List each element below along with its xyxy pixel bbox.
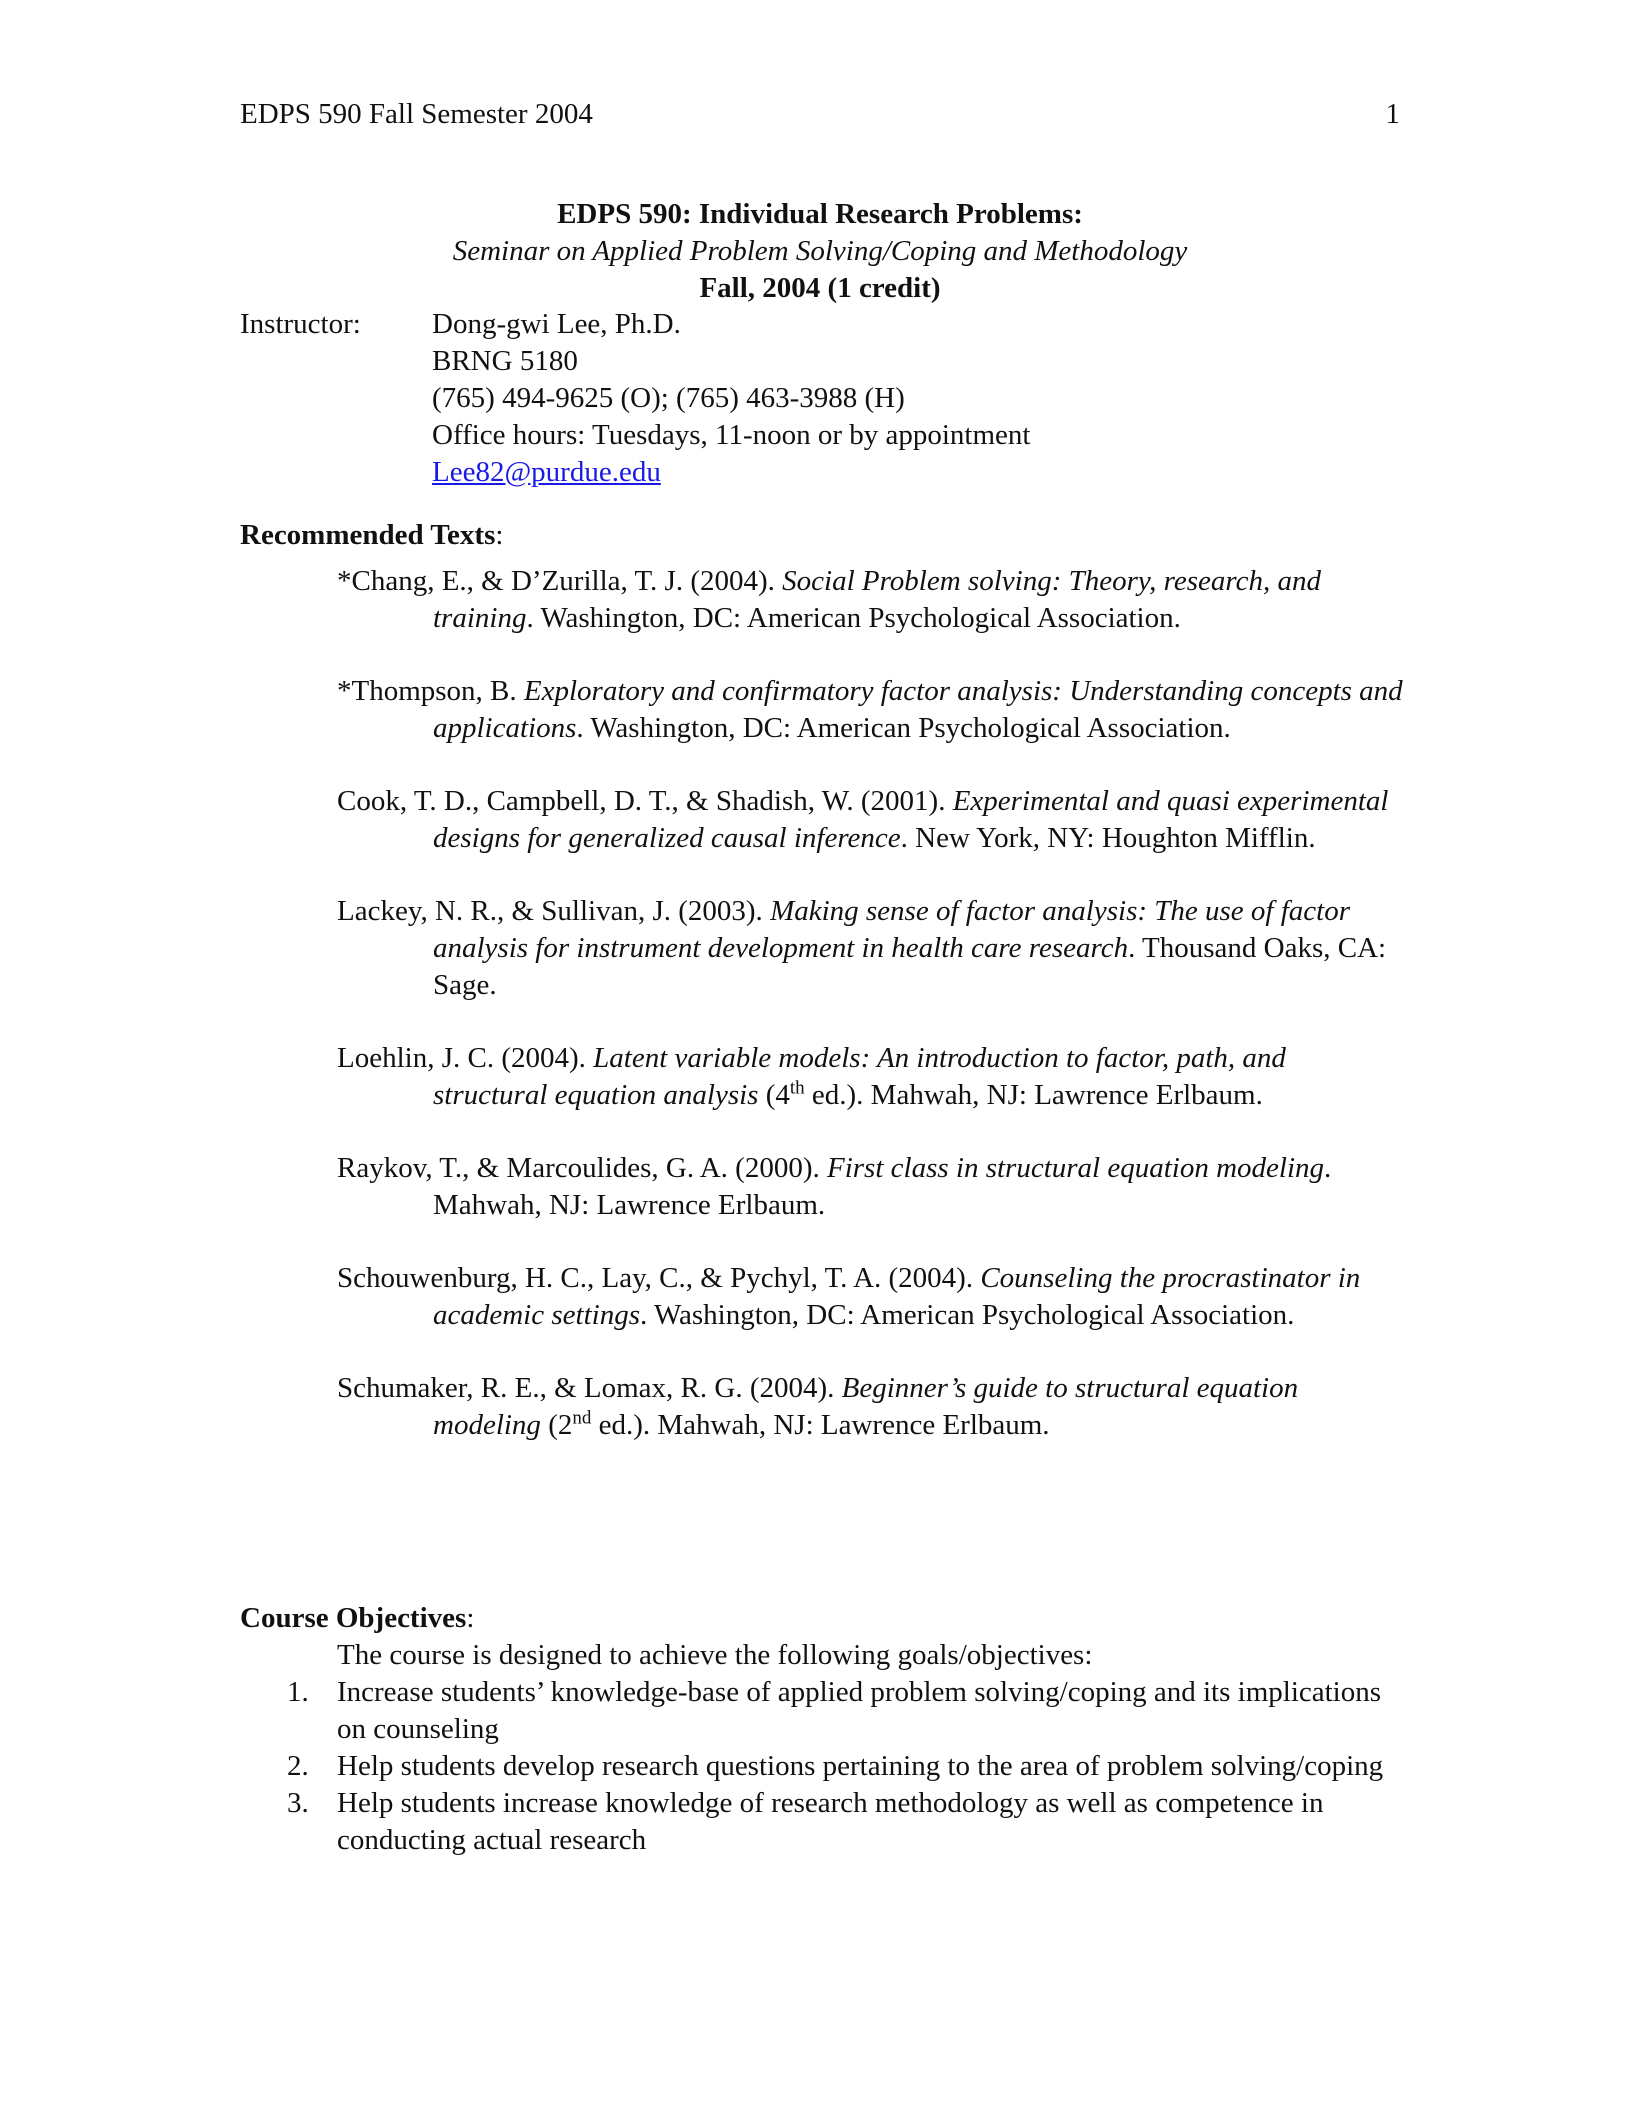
- reference-list: [337, 563, 1407, 1480]
- course-objectives-heading-text: Course Objectives: [240, 1602, 467, 1634]
- list-item: [240, 1785, 1400, 1859]
- recommended-texts-heading-colon: :: [495, 519, 504, 551]
- reference-publisher: ed.). Mahwah, NJ: Lawrence Erlbaum.: [804, 1079, 1263, 1111]
- reference-publisher: . New York, NY: Houghton Mifflin.: [900, 822, 1316, 854]
- reference-authors: Raykov, T., & Marcoulides, G. A. (2000).: [337, 1152, 827, 1184]
- list-item-text: Help students develop research questions pertaining to the area of problem solving/coping: [337, 1750, 1384, 1782]
- reference-item: [337, 1370, 1407, 1444]
- reference-item: [337, 1040, 1407, 1114]
- reference-item: [337, 1260, 1407, 1334]
- reference-edition-suffix: th: [789, 1077, 805, 1099]
- instructor-office: BRNG 5180: [432, 345, 578, 377]
- list-item-number: 3.: [287, 1787, 309, 1819]
- course-title-block: [240, 196, 1400, 307]
- reference-title: Counseling the procrastinator in academic settings: [433, 1262, 1361, 1331]
- list-item: [240, 1674, 1400, 1748]
- course-term: Fall, 2004 (1 credit): [699, 272, 941, 304]
- list-item: [240, 1748, 1400, 1785]
- course-subtitle: Seminar on Applied Problem Solving/Coping and Methodology: [452, 235, 1188, 267]
- reference-title: Making sense of factor analysis: The use of factor analysis for instrument development in health care research: [433, 895, 1350, 964]
- reference-authors: Cook, T. D., Campbell, D. T., & Shadish, W. (2001).: [337, 785, 953, 817]
- reference-authors: Loehlin, J. C. (2004).: [337, 1042, 594, 1074]
- reference-publisher: ed.). Mahwah, NJ: Lawrence Erlbaum.: [591, 1409, 1050, 1441]
- reference-publisher: . Washington, DC: American Psychological Association.: [526, 602, 1181, 634]
- reference-title: Latent variable models: An introduction to factor, path, and structural equation analysis: [433, 1042, 1286, 1111]
- reference-publisher: . Thousand Oaks, CA: Sage.: [433, 932, 1387, 1001]
- reference-item: [337, 783, 1407, 857]
- reference-authors: *Chang, E., & D’Zurilla, T. J. (2004).: [337, 565, 783, 597]
- list-item-text: Increase students’ knowledge-base of applied problem solving/coping and its implications on counseling: [337, 1676, 1382, 1745]
- reference-authors: Lackey, N. R., & Sullivan, J. (2003).: [337, 895, 771, 927]
- course-title: EDPS 590: Individual Research Problems:: [557, 198, 1083, 230]
- course-objectives: [240, 1637, 1400, 1859]
- reference-authors: *Thompson, B.: [337, 675, 524, 707]
- list-item-text: Help students increase knowledge of research methodology as well as competence in conducting actual research: [337, 1787, 1324, 1856]
- instructor-details: [432, 306, 1030, 491]
- reference-item: [337, 673, 1407, 747]
- instructor-email-link[interactable]: Lee82@purdue.edu: [432, 456, 661, 488]
- recommended-texts-heading-text: Recommended Texts: [240, 519, 496, 551]
- reference-authors: Schumaker, R. E., & Lomax, R. G. (2004).: [337, 1372, 842, 1404]
- reference-title: Social Problem solving: Theory, research, and training: [433, 565, 1321, 634]
- reference-title: First class in structural equation modeling: [826, 1152, 1325, 1184]
- objectives-intro: The course is designed to achieve the following goals/objectives:: [337, 1639, 1093, 1671]
- reference-publisher: . Washington, DC: American Psychological Association.: [576, 712, 1231, 744]
- reference-publisher: . Mahwah, NJ: Lawrence Erlbaum.: [433, 1152, 1332, 1221]
- reference-item: [337, 893, 1407, 1004]
- course-objectives-heading-colon: :: [466, 1602, 475, 1634]
- running-header: [240, 96, 1400, 132]
- instructor-name: Dong-gwi Lee, Ph.D.: [432, 308, 681, 340]
- list-item-number: 1.: [287, 1676, 309, 1708]
- reference-item: [337, 563, 1407, 637]
- list-item-number: 2.: [287, 1750, 309, 1782]
- running-title: EDPS 590 Fall Semester 2004: [240, 98, 593, 130]
- instructor-office-hours: Office hours: Tuesdays, 11-noon or by appointment: [432, 419, 1031, 451]
- recommended-texts-heading: [240, 517, 503, 554]
- reference-authors: Schouwenburg, H. C., Lay, C., & Pychyl, T. A. (2004).: [337, 1262, 981, 1294]
- reference-item: [337, 1150, 1407, 1224]
- reference-title: Experimental and quasi experimental designs for generalized causal inference: [433, 785, 1389, 854]
- page-number: 1: [1385, 98, 1400, 130]
- reference-publisher: . Washington, DC: American Psychological Association.: [639, 1299, 1295, 1331]
- reference-title: Exploratory and confirmatory factor analysis: Understanding concepts and applications: [433, 675, 1403, 744]
- reference-title: Beginner’s guide to structural equation modeling: [433, 1372, 1299, 1441]
- reference-edition-suffix: nd: [572, 1407, 592, 1429]
- reference-edition-open: (4: [758, 1079, 790, 1111]
- course-objectives-heading: [240, 1600, 474, 1637]
- instructor-label: Instructor:: [240, 308, 361, 340]
- reference-edition-open: (2: [540, 1409, 573, 1441]
- instructor-phone: (765) 494-9625 (O); (765) 463-3988 (H): [432, 382, 905, 414]
- objectives-list: [240, 1674, 1400, 1859]
